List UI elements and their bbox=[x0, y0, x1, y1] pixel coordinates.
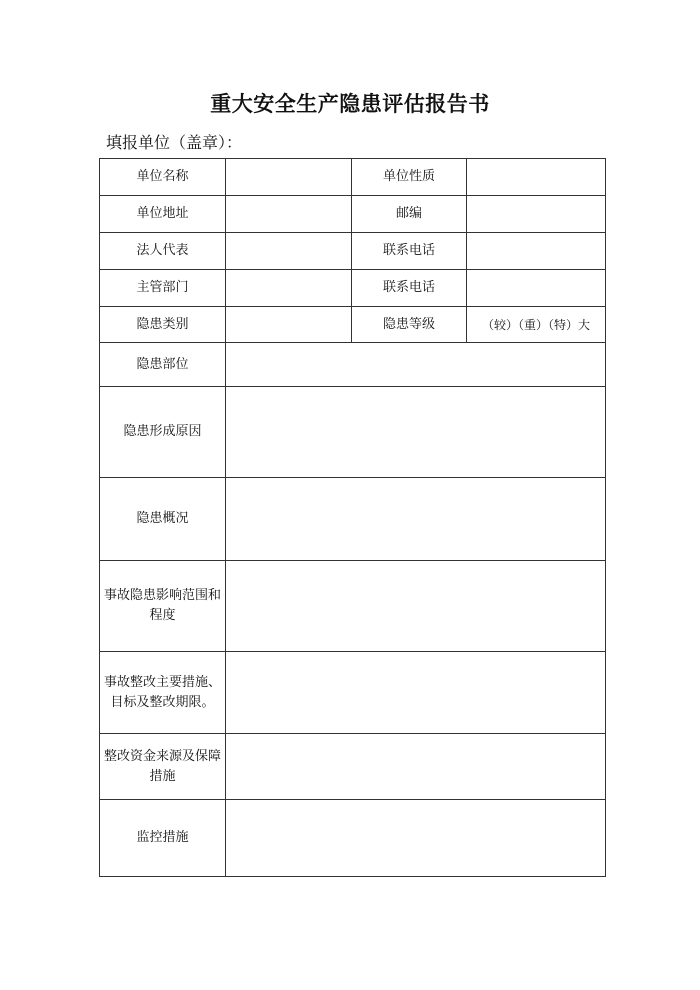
table-row bbox=[100, 800, 606, 877]
phone-label-2: 联系电话 bbox=[352, 270, 467, 307]
page-title: 重大安全生产隐患评估报告书 bbox=[210, 92, 490, 116]
unit-nature-label: 单位性质 bbox=[352, 159, 467, 196]
legal-rep-label: 法人代表 bbox=[100, 233, 226, 270]
legal-rep-field[interactable] bbox=[226, 233, 352, 270]
unit-nature-field[interactable] bbox=[467, 159, 606, 196]
hazard-category-field[interactable] bbox=[226, 307, 352, 343]
unit-name-label: 单位名称 bbox=[100, 159, 226, 196]
funding-source-field[interactable] bbox=[226, 734, 606, 800]
postcode-field[interactable] bbox=[467, 196, 606, 233]
hazard-category-label: 隐患类别 bbox=[100, 307, 226, 343]
hazard-overview-label: 隐患概况 bbox=[100, 478, 226, 561]
table-row bbox=[100, 652, 606, 734]
phone-field-2[interactable] bbox=[467, 270, 606, 307]
rectification-measures-field[interactable] bbox=[226, 652, 606, 734]
unit-address-label: 单位地址 bbox=[100, 196, 226, 233]
table-row bbox=[100, 270, 606, 307]
hazard-overview-field[interactable] bbox=[226, 478, 606, 561]
hazard-cause-field[interactable] bbox=[226, 387, 606, 478]
supervisor-dept-field[interactable] bbox=[226, 270, 352, 307]
table-row bbox=[100, 233, 606, 270]
phone-label: 联系电话 bbox=[352, 233, 467, 270]
unit-address-field[interactable] bbox=[226, 196, 352, 233]
hazard-cause-label: 隐患形成原因 bbox=[100, 387, 226, 478]
funding-source-label: 整改资金来源及保障措施 bbox=[100, 734, 226, 800]
unit-name-field[interactable] bbox=[226, 159, 352, 196]
rectification-measures-label: 事故整改主要措施、目标及整改期限。 bbox=[100, 652, 226, 734]
table-row bbox=[100, 307, 606, 343]
table-row bbox=[100, 478, 606, 561]
monitoring-measures-field[interactable] bbox=[226, 800, 606, 877]
table-row bbox=[100, 196, 606, 233]
postcode-label: 邮编 bbox=[352, 196, 467, 233]
impact-scope-label: 事故隐患影响范围和程度 bbox=[100, 561, 226, 652]
table-row bbox=[100, 159, 606, 196]
report-form-table bbox=[99, 158, 606, 877]
impact-scope-field[interactable] bbox=[226, 561, 606, 652]
supervisor-dept-label: 主管部门 bbox=[100, 270, 226, 307]
table-row bbox=[100, 387, 606, 478]
hazard-location-label: 隐患部位 bbox=[100, 343, 226, 387]
table-row bbox=[100, 343, 606, 387]
fill-unit-label: 填报单位（盖章）： bbox=[106, 133, 243, 152]
table-row bbox=[100, 561, 606, 652]
hazard-level-label: 隐患等级 bbox=[352, 307, 467, 343]
phone-field[interactable] bbox=[467, 233, 606, 270]
hazard-level-options[interactable]: （较）（重）（特）大 bbox=[467, 307, 606, 343]
hazard-location-field[interactable] bbox=[226, 343, 606, 387]
monitoring-measures-label: 监控措施 bbox=[100, 800, 226, 877]
table-row bbox=[100, 734, 606, 800]
